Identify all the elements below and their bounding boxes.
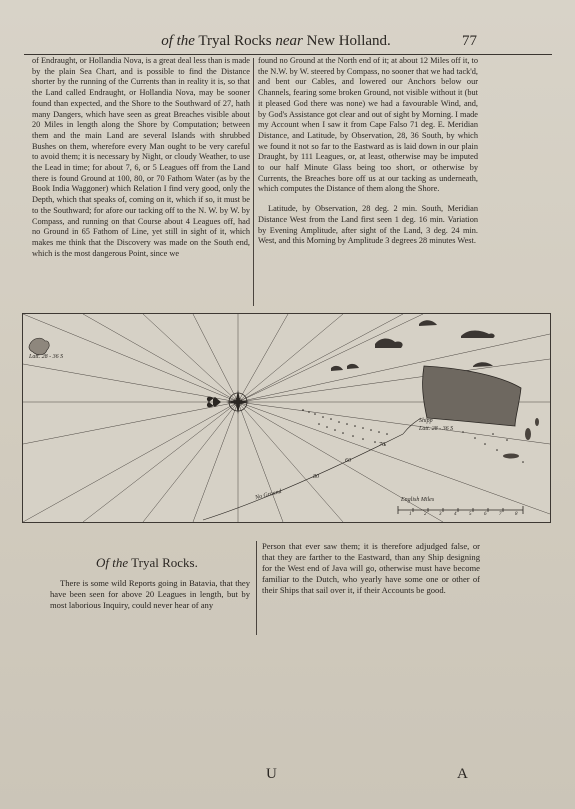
scale-number: 2 — [424, 512, 427, 517]
section-title — [96, 555, 198, 571]
sounding-label: 80 — [313, 474, 319, 480]
title-end: New Holland. — [306, 33, 391, 49]
scale-number: 8 — [515, 512, 518, 517]
sounding-label: 60 — [345, 458, 351, 464]
scale-number: 1 — [409, 512, 412, 517]
column-divider — [253, 58, 254, 306]
left-paragraph-1: of Endraught, or Hollandia Nova, is a great deal less than is made by the plain Sea Chart, and is possible to find the Distance shorter by the running of the Currents than in reality it is, so that the Land called Endraught, or Hollandia Nova, may be sooner found than expected, and the Shore to the Southward of 27, hath many Dangers, which have seen as great Breaches visible about 20 Miles in length along the Shore by Computation; between them and the main Land are several Islands with shrubbed Bushes on them, wherefore every Man ought to be very careful to avoid them; it is necessary by Night, or cloudy Weather, to use the Lead in time; for about 7, 6, or 5 Leagues off from the Land there is found Ground at 100, 80, or 70 Fathom Water (as by the Book India Waggoner) which Relation I find very good, only the Depth, which that speaks of, coming on it, which if so, it must be to the Southward; for afore our tacking off to the N. W. by W. by Compass, and running on that Course about 4 Leagues off, had no Ground in 65 Fathom of Line, yet still in sight of it, which makes me think that the Discovery was made on the South end, which is the most dangerous Point, since we — [32, 56, 250, 258]
lower-left-paragraph: There is some wild Reports going in Batavia, that they have been seen for above 20 Leagues in length, but by most laborious Inquiry, could never hear of any — [50, 578, 250, 610]
running-head — [96, 33, 456, 50]
lower-right-text — [262, 541, 480, 621]
left-text-column — [32, 56, 250, 306]
breaches-area — [423, 366, 521, 426]
lower-column-divider — [256, 541, 257, 635]
ship-label: Shipp — [419, 418, 433, 424]
no-ground-label: No Ground — [254, 488, 283, 502]
chart-svg — [23, 314, 550, 522]
latitude-label-left: Latt. 28 - 36 S — [29, 354, 64, 360]
sounding-label: 70 — [379, 442, 385, 448]
right-text-column — [258, 56, 478, 308]
scale-number: 3 — [439, 512, 442, 517]
scale-number: 4 — [454, 512, 457, 517]
title-prefix: of the — [161, 33, 195, 49]
title-mid: near — [275, 33, 303, 49]
signature-mark-right: A — [457, 766, 468, 782]
section-title-prefix: Of the — [96, 555, 129, 570]
sea-chart-engraving — [22, 313, 551, 523]
scale-number: 6 — [484, 512, 487, 517]
lower-left-text — [50, 578, 250, 638]
right-paragraph-1: found no Ground at the North end of it; at about 12 Miles off it, to the N.W. by W. steered by Compass, no sooner that we had tack'd, and bent our Cables, and lowered our Anchors below our Channels, fearing some broken Ground, not visible without it (but it pleased God there was none) we had a favourable Wind, and, by God's Assistance got clear and out of sight by Morning. I made my Account when I saw it from Cape Falso 71 deg. E. Meridian Distance, and Latitude, by Observation, 28, 36 South, by which we found it not so far to the Eastward as is laid down in our plain Draught, by 111 Leagues, or, at least, otherwise may be imputed to our half Minute Glass being too short, or otherwise by Currents, the Breaches bore off us at our tacking as underneath, which computes the Distance of them along the Shore. — [258, 56, 478, 194]
breaker-reefs — [331, 320, 495, 371]
header-rule — [24, 54, 552, 55]
title-main: Tryal Rocks — [198, 33, 272, 49]
island-left — [29, 338, 49, 355]
lower-right-paragraph: Person that ever saw them; it is therefore adjudged false, or that they are farther to the Eastward, than any Ship designing for the West end of Java will go, otherwise must have become familiar to the Dutch, who yearly have some one or other of their Ships that sail over it, if their Accounts be good. — [262, 541, 480, 595]
ship-latitude-label: Latt. 28 - 36 S — [419, 426, 454, 432]
right-paragraph-2: Latitude, by Observation, 28 deg. 2 min. South, Meridian Distance West from the Land first seen 1 deg. 16 min. Variation by Evening Amplitude, after sight of the Land, 3 deg. 24 min. West, and this Morning by Amplitude 3 degrees 28 minutes West. — [258, 204, 478, 246]
ship-track — [203, 418, 421, 520]
scale-bar — [398, 506, 523, 514]
section-title-main: Tryal Rocks. — [131, 555, 198, 570]
english-miles-label: English Miles — [401, 497, 435, 503]
scale-number: 5 — [469, 512, 472, 517]
compass-rose-icon — [207, 390, 250, 414]
scale-number: 7 — [499, 512, 502, 517]
signature-mark-left: U — [266, 766, 277, 782]
page-number: 77 — [462, 33, 477, 49]
